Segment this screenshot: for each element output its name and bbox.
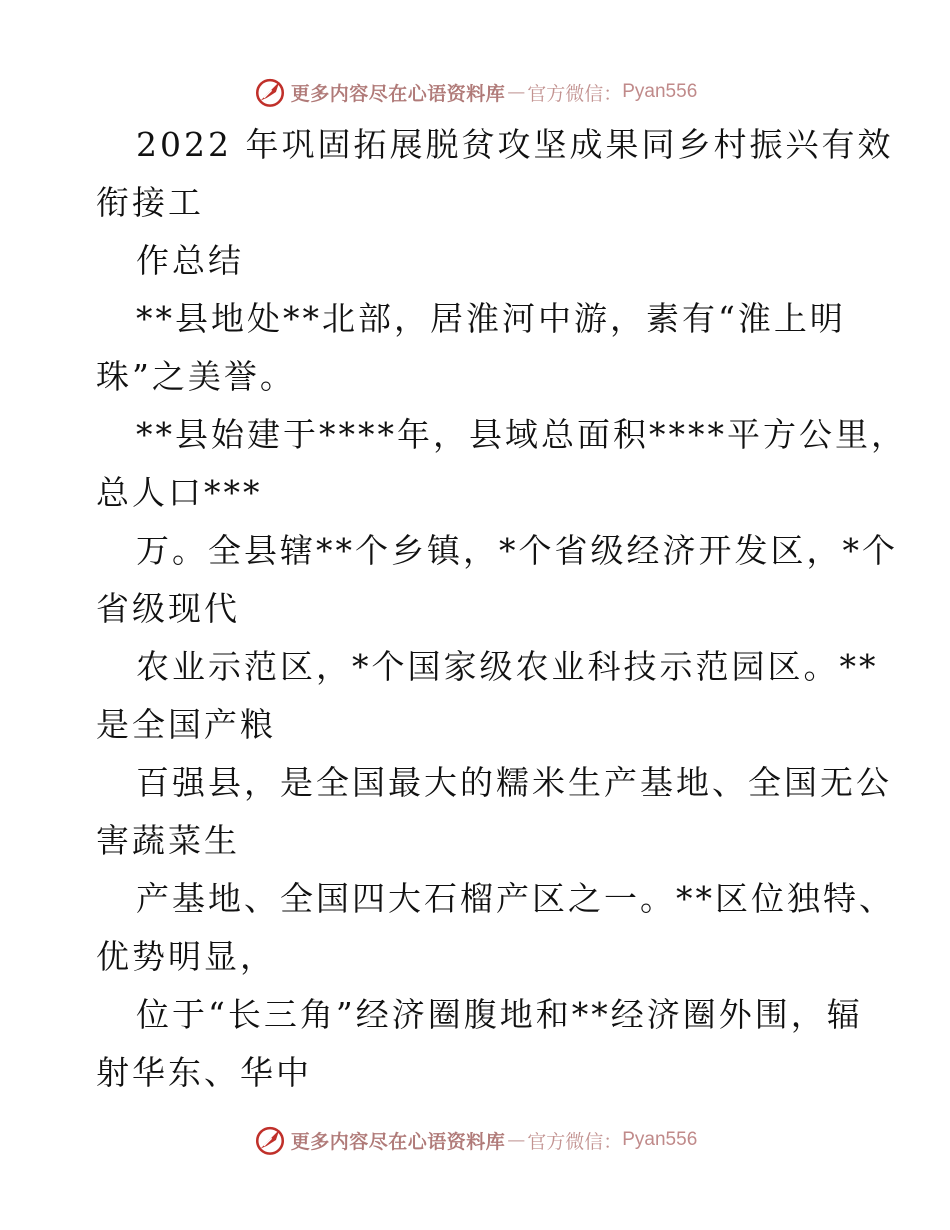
watermark-banner-top <box>0 72 950 112</box>
paragraph-line: 百强县，是全国最大的糯米生产基地、全国无公 <box>136 763 892 802</box>
title-line-2: 衔接工 <box>96 183 204 222</box>
watermark-wechat-id: Pyan556 <box>622 81 698 102</box>
paragraph-line: 省级现代 <box>96 589 240 628</box>
paragraph-line: **县地处**北部，居淮河中游，素有“淮上明 <box>136 299 846 338</box>
paragraph-line: 农业示范区，*个国家级农业科技示范园区。** <box>136 647 879 686</box>
document-body <box>96 116 907 1102</box>
quill-logo-icon <box>253 75 287 109</box>
paragraph-line: 射华东、华中 <box>96 1053 312 1092</box>
paragraph-line: 万。全县辖**个乡镇，*个省级经济开发区，*个 <box>136 531 898 570</box>
title-line-3: 作总结 <box>136 241 244 280</box>
quill-logo-icon <box>253 1123 287 1157</box>
paragraph-line: 产基地、全国四大石榴产区之一。**区位独特、 <box>136 879 895 918</box>
paragraph-line: 位于“长三角”经济圈腹地和**经济圈外围，辐 <box>136 995 863 1034</box>
paragraph-line: 珠”之美誉。 <box>96 357 296 396</box>
watermark-banner-bottom <box>0 1120 950 1160</box>
paragraph-line: **县始建于****年，县域总面积****平方公里， <box>136 415 907 454</box>
paragraph-line: 总人口*** <box>96 473 263 512</box>
paragraph-line: 是全国产粮 <box>96 705 276 744</box>
watermark-main-text: 更多内容尽在心语资料库 <box>290 1130 506 1153</box>
watermark-separator: — <box>507 1129 526 1151</box>
paragraph-line: 害蔬菜生 <box>96 821 240 860</box>
watermark-wechat-label: 官方微信： <box>527 1130 623 1153</box>
watermark-separator: — <box>507 81 526 103</box>
watermark-wechat-label: 官方微信： <box>527 82 623 105</box>
paragraph-line: 优势明显， <box>96 937 276 976</box>
watermark-main-text: 更多内容尽在心语资料库 <box>290 82 506 105</box>
watermark-wechat-id: Pyan556 <box>622 1129 698 1150</box>
title-line-1: 2022 年巩固拓展脱贫攻坚成果同乡村振兴有效 <box>136 125 894 164</box>
